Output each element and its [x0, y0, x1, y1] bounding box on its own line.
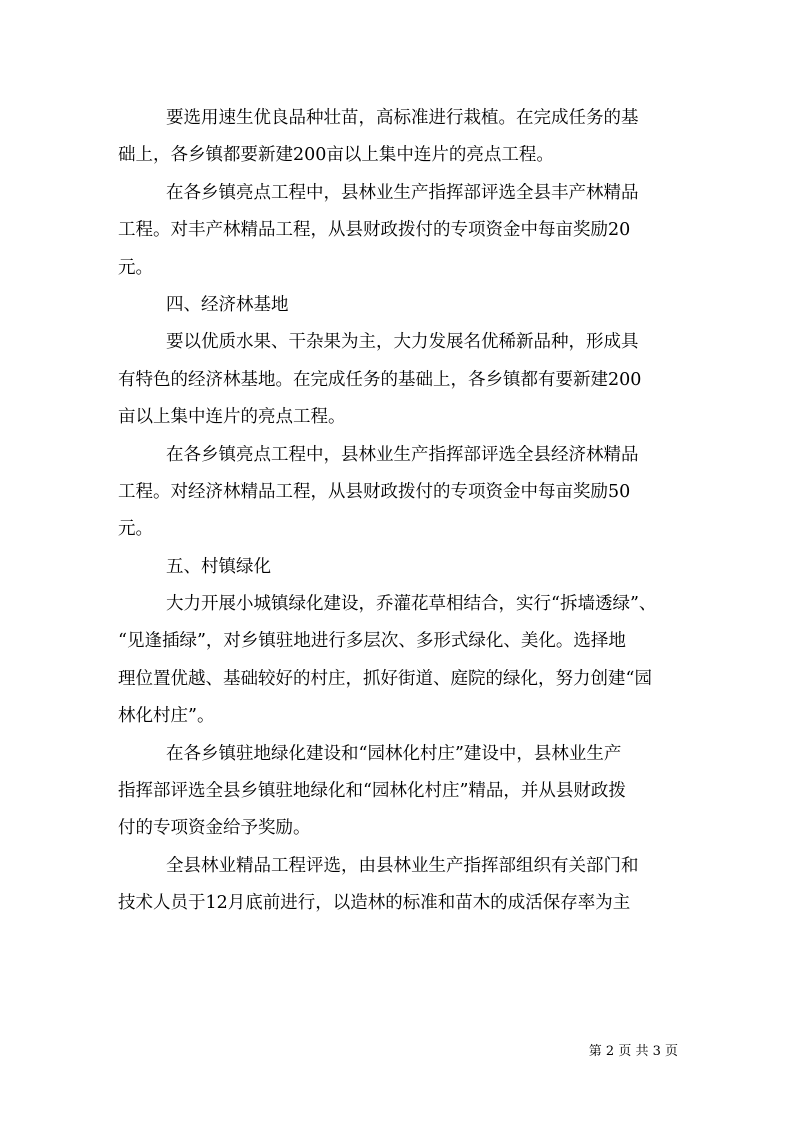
text-line: 亩以上集中连片的亮点工程。 [118, 407, 346, 428]
text-line: 要选用速生优良品种壮苗，高标准进行栽植。在完成任务的基 [166, 108, 639, 128]
text-line: 工程。对丰产林精品工程，从县财政拨付的专项资金中每亩奖励20 [118, 220, 631, 241]
text-line: “见逢插绿”，对乡镇驻地进行多层次、多形式绿化、美化。选择地 [118, 631, 626, 652]
text-line: 在各乡镇亮点工程中，县林业生产指挥部评选全县丰产林精品 [166, 182, 639, 203]
text-line: 工程。对经济林精品工程，从县财政拨付的专项资金中每亩奖励50 [118, 481, 631, 502]
text-line: 大力开展小城镇绿化建设，乔灌花草相结合，实行“拆墙透绿”、 [166, 594, 657, 615]
text-line: 指挥部评选全县乡镇驻地绿化和“园林化村庄”精品，并从县财政拨 [118, 781, 626, 802]
text-line: 础上，各乡镇都要新建200亩以上集中连片的亮点工程。 [118, 145, 554, 166]
text-line: 理位置优越、基础较好的村庄，抓好街道、庭院的绿化，努力创建“园 [118, 668, 652, 689]
text-line: 要以优质水果、干杂果为主，大力发展名优稀新品种，形成具 [166, 332, 639, 353]
section-heading: 四、经济林基地 [166, 294, 289, 315]
text-line: 付的专项资金给予奖励。 [118, 818, 311, 839]
text-line: 林化村庄”。 [118, 706, 215, 727]
text-line: 有特色的经济林基地。在完成任务的基础上，各乡镇都有要新建200 [118, 369, 642, 390]
section-heading: 五、村镇绿化 [166, 556, 271, 577]
text-line: 在各乡镇驻地绿化建设和“园林化村庄”建设中，县林业生产 [166, 743, 622, 764]
text-line: 全县林业精品工程评选，由县林业生产指挥部组织有关部门和 [166, 855, 639, 876]
text-line: 元。 [118, 257, 153, 278]
page-number: 第 2 页 共 3 页 [588, 1044, 678, 1059]
document-body [118, 100, 678, 923]
text-line: 元。 [118, 519, 153, 540]
text-line: 在各乡镇亮点工程中，县林业生产指挥部评选全县经济林精品 [166, 444, 639, 465]
text-line: 技术人员于12月底前进行，以造林的标准和苗木的成活保存率为主 [118, 893, 631, 914]
